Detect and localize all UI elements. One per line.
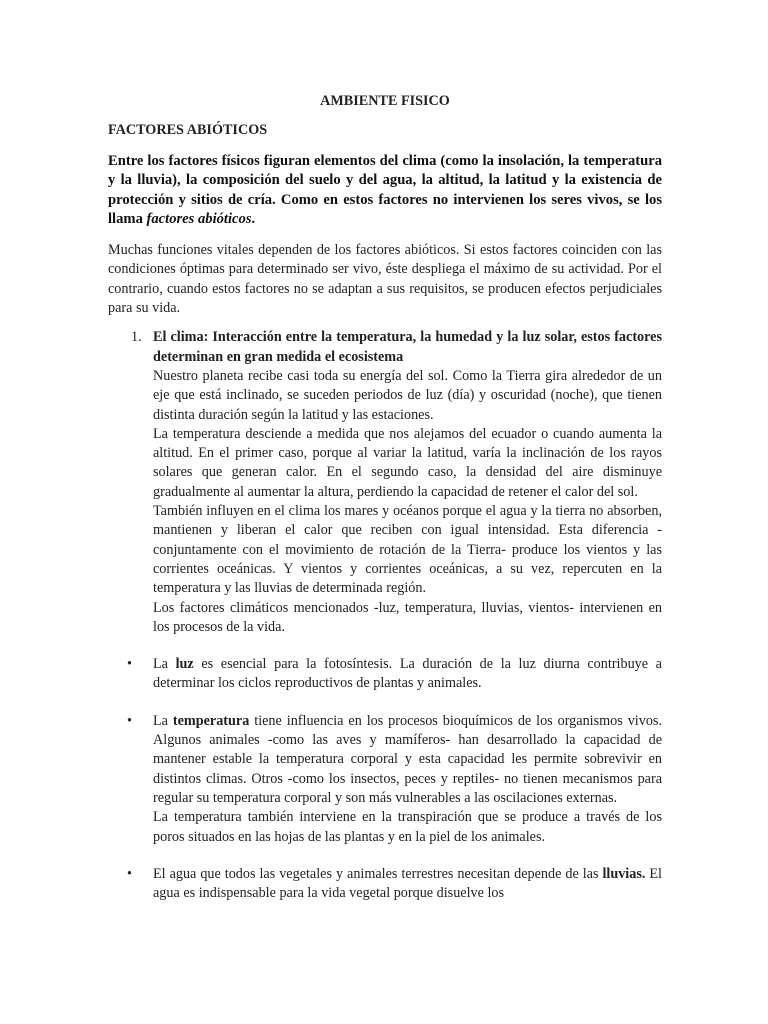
- bullet-text-post: tiene influencia en los procesos bioquímicos de los organismos vivos. Algunos animales -como las aves y mamíferos- han desarrollado la capacidad de mantener estable la temperatura corporal y esta capacidad les permite sobrevivir en distintos climas. Otros -como los insectos, peces y reptiles- no tienen mecanismos para regular su temperatura corporal y son más vulnerables a las oscilaciones externas.: [153, 712, 662, 806]
- document-title: AMBIENTE FISICO: [320, 93, 450, 109]
- bullet-text-pre: La: [153, 712, 173, 729]
- bullet-text: [153, 655, 662, 694]
- bullet-text-post: es esencial para la fotosíntesis. La duración de la luz diurna contribuye a determinar los ciclos reproductivos de plantas y animales.: [153, 656, 662, 692]
- bullet-keyword: temperatura: [172, 712, 250, 729]
- section-heading: FACTORES ABIÓTICOS: [108, 122, 268, 138]
- intro-bold-paragraph: [108, 152, 662, 229]
- clima-paragraph: Nuestro planeta recibe casi toda su energía del sol. Como la Tierra gira alrededor de un eje que está inclinado, se suceden periodos de luz (día) y oscuridad (noche), que tienen distinta duración según la latitud y las estaciones.: [153, 367, 662, 423]
- bullet-text: [153, 865, 662, 904]
- bullet-extra-text: La temperatura también interviene en la transpiración que se produce a través de los poros situados en las hojas de las plantas y en la piel de los animales.: [153, 809, 662, 845]
- clima-heading: El clima: Interacción entre la temperatura, la humedad y la luz solar, estos factores determinan en gran medida el ecosistema: [153, 329, 662, 365]
- bullet-icon: •: [127, 712, 132, 729]
- bullet-icon: •: [127, 865, 132, 882]
- clima-paragraph: También influyen en el clima los mares y océanos porque el agua y la tierra no absorben, mantienen y liberan el calor que reciben con igual intensidad. Esta diferencia -conjuntamente con el movimiento de rotación de la Tierra- produce los vientos y las corrientes oceánicas. Y vientos y corrientes oceánicas, a su vez, repercuten en la temperatura y las lluvias de determinada región.: [153, 503, 662, 597]
- numbered-item-clima: [131, 328, 662, 637]
- clima-paragraph: Los factores climáticos mencionados -luz, temperatura, lluvias, vientos- intervienen en los procesos de la vida.: [153, 599, 662, 635]
- bullet-keyword: lluvias.: [602, 865, 646, 882]
- bullet-text-post: El agua es indispensable para la vida vegetal porque disuelve los: [153, 865, 662, 902]
- bullet-keyword: luz: [175, 656, 194, 673]
- bullet-item-luz: [127, 655, 662, 694]
- factor-list: [108, 328, 662, 903]
- bullet-item-temperatura: [127, 712, 662, 847]
- list-number: 1.: [131, 329, 142, 346]
- bullet-item-lluvias: [127, 865, 662, 904]
- bullet-text: [153, 712, 662, 808]
- bullet-icon: •: [127, 656, 132, 673]
- bullet-text-pre: El agua que todos las vegetales y animales terrestres necesitan depende de las: [153, 865, 603, 882]
- intro-italic-term: factores abióticos: [146, 210, 252, 227]
- clima-paragraph: La temperatura desciende a medida que nos alejamos del ecuador o cuando aumenta la altitud. En el primer caso, porque al variar la latitud, varía la inclinación de los rayos solares que generan calor. En el segundo caso, la densidad del aire disminuye gradualmente al aumentar la altura, perdiendo la capacidad de retener el calor del sol.: [153, 425, 662, 500]
- intro-bold-text: Entre los factores físicos figuran elementos del clima (como la insolación, la temperatura y la lluvia), la composición del suelo y del agua, la altitud, la latitud y la existencia de protección y sitios de cría. Como en estos factores no intervienen los seres vivos, se los llama: [108, 153, 662, 227]
- bullet-text-pre: La: [153, 656, 176, 673]
- intro-bold-end: .: [251, 210, 256, 227]
- intro-paragraph: Muchas funciones vitales dependen de los factores abióticos. Si estos factores coinciden con las condiciones óptimas para determinado ser vivo, éste despliega el máximo de su actividad. Por el contrario, cuando estos factores no se adaptan a sus requisitos, se producen efectos perjudiciales para su vida.: [108, 242, 662, 317]
